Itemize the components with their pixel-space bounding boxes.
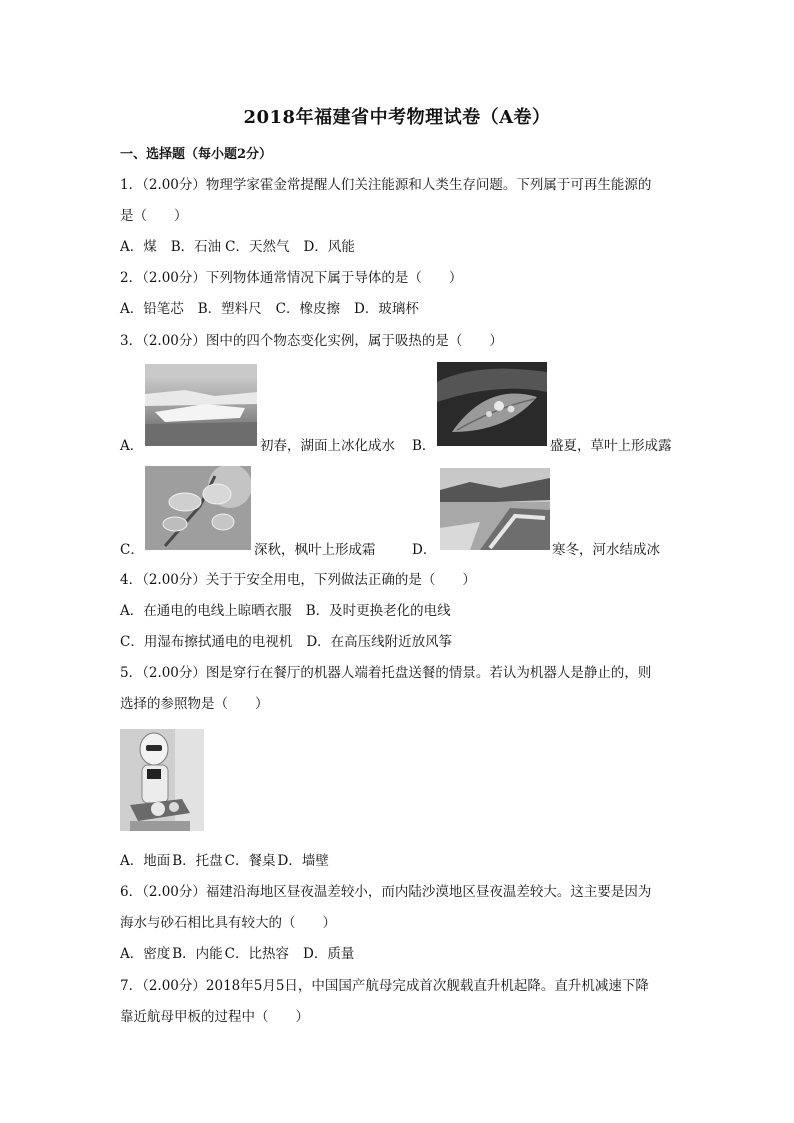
q3-option-b-caption: 盛夏，草叶上形成露 [550, 438, 672, 454]
q7-stem-line2: 靠近航母甲板的过程中（ ） [120, 1009, 309, 1025]
q3-option-b-letter[interactable]: B． [412, 438, 436, 454]
q1-option-d[interactable]: D．风能 [303, 239, 355, 255]
q6-option-d[interactable]: D．质量 [303, 946, 355, 962]
q6-stem-line2: 海水与砂石相比具有较大的（ ） [120, 915, 336, 931]
q6-option-b[interactable]: B．内能 [172, 946, 223, 962]
q6-option-a[interactable]: A．密度 [120, 946, 171, 962]
q5-stem-line2: 选择的参照物是（ ） [120, 696, 269, 712]
q3-option-d-caption: 寒冬，河水结成冰 [552, 542, 660, 558]
q4-option-d[interactable]: D．在高压线附近放风筝 [306, 634, 453, 650]
q3-option-a-image[interactable] [145, 364, 257, 446]
q5-options [120, 851, 343, 871]
frost-leaf-photo [145, 466, 251, 550]
q4-option-b[interactable]: B．及时更换老化的电线 [305, 603, 451, 619]
melting-ice-photo [145, 364, 257, 446]
q4-options-row1 [120, 601, 465, 621]
q3-stem: 3．（2.00分）图中的四个物态变化实例，属于吸热的是（ ） [120, 333, 503, 349]
q2-option-b[interactable]: B．塑料尺 [197, 301, 262, 317]
q1-option-b[interactable]: B．石油 [170, 239, 222, 255]
q2-options [120, 299, 433, 319]
q5-option-c[interactable]: C．餐桌 [224, 853, 276, 869]
q3-option-a-caption: 初春，湖面上冰化成水 [260, 438, 395, 454]
q3-option-d-image[interactable] [440, 468, 550, 550]
q6-options [120, 944, 368, 964]
q5-stem-line1: 5．（2.00分）图是穿行在餐厅的机器人端着托盘送餐的情景。若认为机器人是静止的，则 [120, 665, 652, 681]
q5-option-d[interactable]: D．墙壁 [277, 853, 329, 869]
q3-option-c-image[interactable] [145, 466, 251, 550]
q3-option-a-letter[interactable]: A． [120, 438, 144, 454]
q1-option-c[interactable]: C．天然气 [225, 239, 290, 255]
q4-option-c[interactable]: C．用湿布擦拭通电的电视机 [120, 634, 293, 650]
robot-waiter-photo [120, 729, 204, 831]
q4-options-row2 [120, 632, 466, 652]
q5-option-b[interactable]: B．托盘 [172, 853, 223, 869]
q2-option-a[interactable]: A．铅笔芯 [120, 301, 184, 317]
q2-stem: 2．（2.00分）下列物体通常情况下属于导体的是（ ） [120, 270, 463, 286]
q2-option-c[interactable]: C．橡皮擦 [275, 301, 341, 317]
q4-stem: 4．（2.00分）关于于安全用电，下列做法正确的是（ ） [120, 572, 476, 588]
q3-option-c-caption: 深秋，枫叶上形成霜 [254, 542, 376, 558]
q5-option-a[interactable]: A．地面 [120, 853, 171, 869]
section-heading: 一、选择题（每小题2分） [120, 147, 273, 162]
q1-option-a[interactable]: A．煤 [120, 239, 157, 255]
q1-stem-line2: 是（ ） [120, 208, 188, 224]
q5-robot-image [120, 729, 204, 831]
dew-leaf-photo [437, 362, 547, 446]
q6-stem-line1: 6．（2.00分）福建沿海地区昼夜温差较小，而内陆沙漠地区昼夜温差较大。这主要是因为 [120, 884, 652, 900]
page-title: 2018年福建省中考物理试卷（A卷） [243, 107, 551, 128]
q7-stem-line1: 7．（2.00分）2018年5月5日，中国国产航母完成首次舰载直升机起降。直升机减速下降 [120, 978, 649, 994]
q4-option-a[interactable]: A．在通电的电线上晾晒衣服 [120, 603, 292, 619]
q3-option-c-letter[interactable]: C． [120, 542, 144, 558]
q6-option-c[interactable]: C．比热容 [224, 946, 290, 962]
q2-option-d[interactable]: D．玻璃杯 [354, 301, 419, 317]
q3-option-b-image[interactable] [437, 362, 547, 446]
q1-options [120, 237, 369, 257]
q1-stem-line1: 1．（2.00分）物理学家霍金常提醒人们关注能源和人类生存问题。下列属于可再生能源的 [120, 177, 652, 193]
frozen-river-photo [440, 468, 550, 550]
q3-option-d-letter[interactable]: D． [412, 542, 437, 558]
